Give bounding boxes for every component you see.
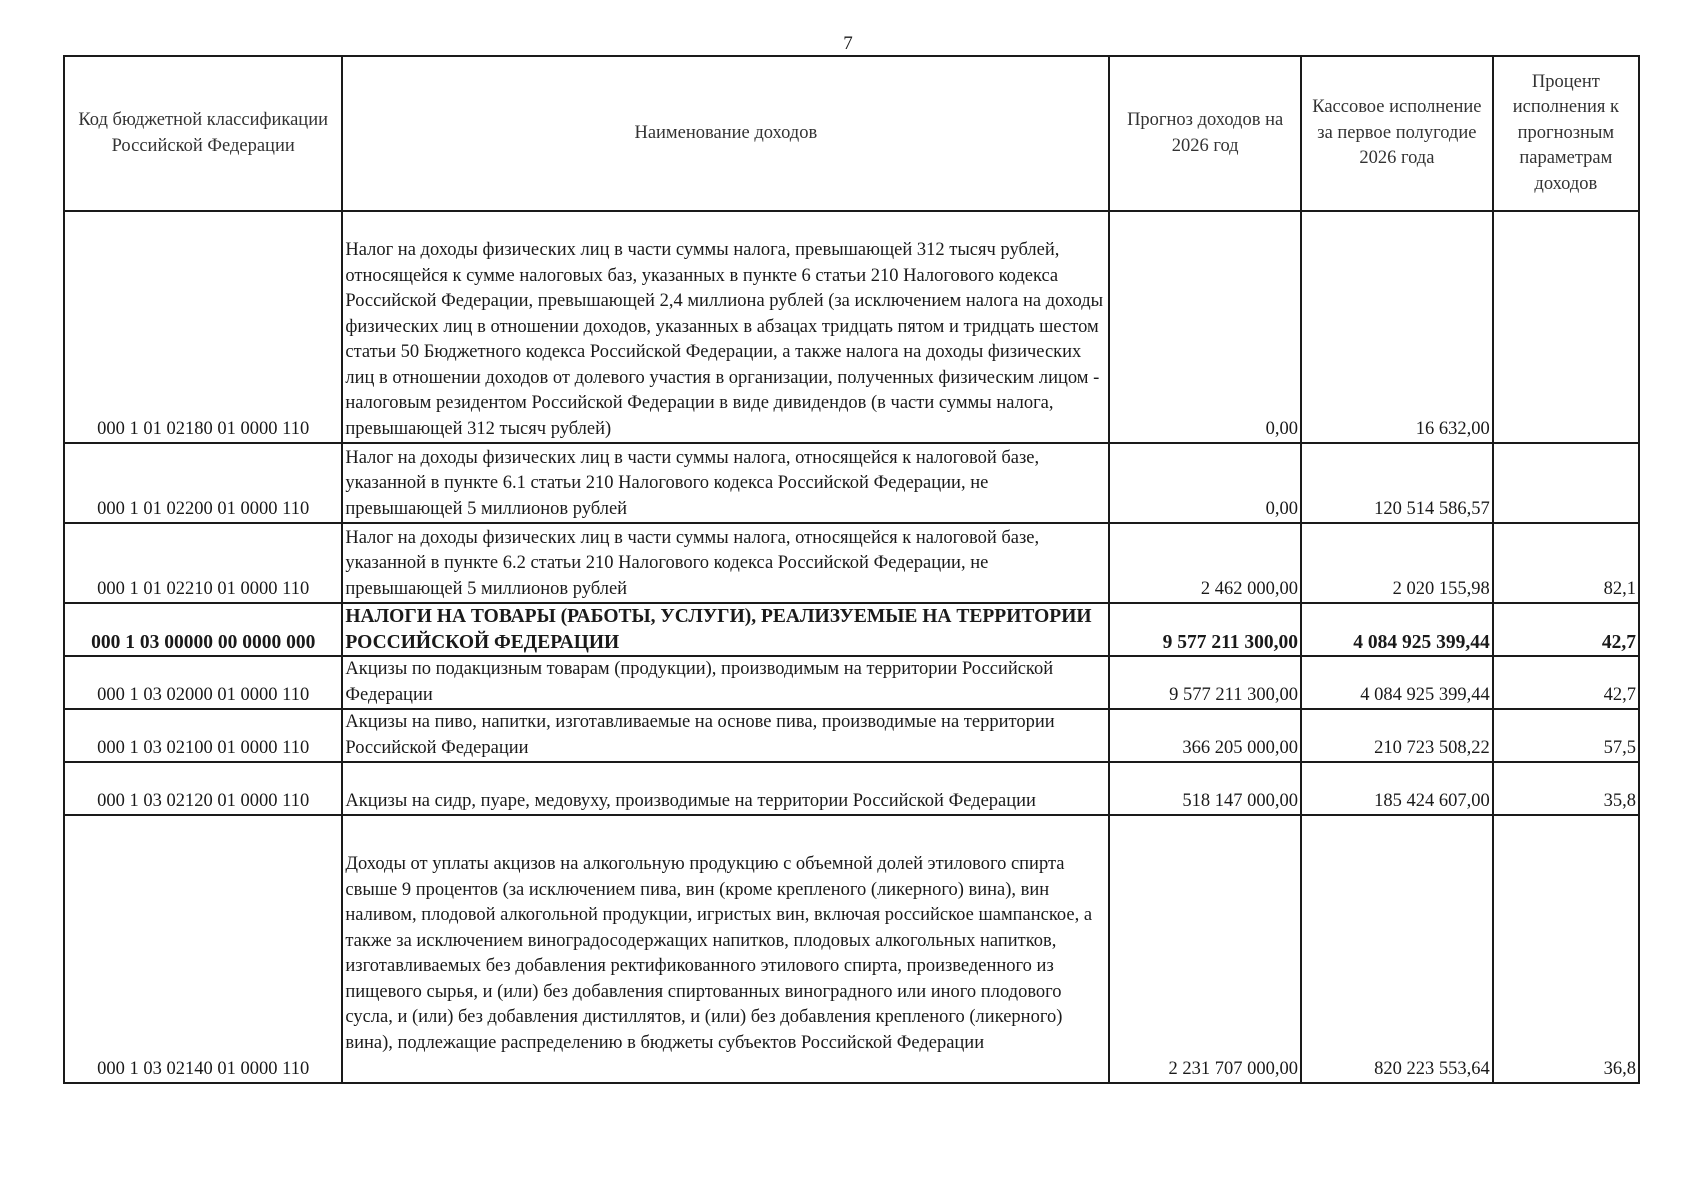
table-header-row (64, 56, 1639, 211)
row-percent: 42,7 (1493, 656, 1639, 709)
row-code: 000 1 03 00000 00 0000 000 (64, 603, 342, 656)
row-execution: 120 514 586,57 (1301, 443, 1493, 523)
row-percent (1493, 443, 1639, 523)
row-forecast: 0,00 (1109, 443, 1301, 523)
table-row (64, 815, 1639, 1083)
row-name: Акцизы на сидр, пуаре, медовуху, производимые на территории Российской Федерации (342, 762, 1109, 815)
row-code: 000 1 03 02120 01 0000 110 (64, 762, 342, 815)
row-code: 000 1 03 02000 01 0000 110 (64, 656, 342, 709)
table-row (64, 762, 1639, 815)
row-name: Доходы от уплаты акцизов на алкогольную продукцию с объемной долей этилового спирта свыше 9 процентов (за исключением пива, вин (кроме крепленого (ликерного) вина), вин наливом, плодовой алкогольной продукции, игристых вин, включая российское шампанское, а также за исключением виноградосодержащих напитков, плодовых алкогольных напитков, изготавливаемых без добавления ректификованного этилового спирта, произведенного из пищевого сырья, и (или) без добавления спиртованных виноградного или иного плодового сусла, и (или) без добавления дистиллятов, и (или) без добавления крепленого (ликерного) вина), подлежащие распределению в бюджеты субъектов Российской Федерации (342, 815, 1109, 1083)
row-name: Акцизы на пиво, напитки, изготавливаемые на основе пива, производимые на территории Российской Федерации (342, 709, 1109, 762)
header-forecast: Прогноз доходов на 2026 год (1109, 56, 1301, 211)
row-execution: 16 632,00 (1301, 211, 1493, 443)
row-forecast: 2 462 000,00 (1109, 523, 1301, 603)
row-execution: 820 223 553,64 (1301, 815, 1493, 1083)
table-row (64, 603, 1639, 656)
table-row (64, 709, 1639, 762)
row-forecast: 9 577 211 300,00 (1109, 656, 1301, 709)
row-execution: 4 084 925 399,44 (1301, 656, 1493, 709)
header-percent: Процент исполнения к прогнозным параметрам доходов (1493, 56, 1639, 211)
row-forecast: 366 205 000,00 (1109, 709, 1301, 762)
revenue-table (63, 55, 1640, 1084)
row-percent: 35,8 (1493, 762, 1639, 815)
row-execution: 2 020 155,98 (1301, 523, 1493, 603)
row-percent: 36,8 (1493, 815, 1639, 1083)
row-forecast: 9 577 211 300,00 (1109, 603, 1301, 656)
row-percent: 42,7 (1493, 603, 1639, 656)
row-forecast: 518 147 000,00 (1109, 762, 1301, 815)
row-execution: 210 723 508,22 (1301, 709, 1493, 762)
header-code: Код бюджетной классификации Российской Федерации (64, 56, 342, 211)
row-execution: 4 084 925 399,44 (1301, 603, 1493, 656)
row-name: Налог на доходы физических лиц в части суммы налога, относящейся к налоговой базе, указанной в пункте 6.2 статьи 210 Налогового кодекса Российской Федерации, не превышающей 5 миллионов рублей (342, 523, 1109, 603)
row-name: Акцизы по подакцизным товарам (продукции), производимым на территории Российской Федерации (342, 656, 1109, 709)
row-code: 000 1 01 02200 01 0000 110 (64, 443, 342, 523)
table-row (64, 443, 1639, 523)
row-forecast: 2 231 707 000,00 (1109, 815, 1301, 1083)
page-number: 7 (843, 33, 853, 54)
row-code: 000 1 03 02100 01 0000 110 (64, 709, 342, 762)
table-row (64, 523, 1639, 603)
header-execution: Кассовое исполнение за первое полугодие 2026 года (1301, 56, 1493, 211)
row-code: 000 1 01 02210 01 0000 110 (64, 523, 342, 603)
row-percent: 57,5 (1493, 709, 1639, 762)
row-name: Налог на доходы физических лиц в части суммы налога, относящейся к налоговой базе, указанной в пункте 6.1 статьи 210 Налогового кодекса Российской Федерации, не превышающей 5 миллионов рублей (342, 443, 1109, 523)
row-percent (1493, 211, 1639, 443)
table-row (64, 211, 1639, 443)
row-percent: 82,1 (1493, 523, 1639, 603)
row-name: Налог на доходы физических лиц в части суммы налога, превышающей 312 тысяч рублей, относящейся к сумме налоговых баз, указанных в пункте 6 статьи 210 Налогового кодекса Российской Федерации, превышающей 2,4 миллиона рублей (за исключением налога на доходы физических лиц в отношении доходов, указанных в абзацах тридцать пятом и тридцать шестом статьи 50 Бюджетного кодекса Российской Федерации, а также налога на доходы физических лиц в отношении доходов от долевого участия в организации, полученных физическим лицом - налоговым резидентом Российской Федерации в виде дивидендов (в части суммы налога, превышающей 312 тысяч рублей) (342, 211, 1109, 443)
header-name: Наименование доходов (342, 56, 1109, 211)
table-row (64, 656, 1639, 709)
row-code: 000 1 03 02140 01 0000 110 (64, 815, 342, 1083)
row-forecast: 0,00 (1109, 211, 1301, 443)
row-name: НАЛОГИ НА ТОВАРЫ (РАБОТЫ, УСЛУГИ), РЕАЛИЗУЕМЫЕ НА ТЕРРИТОРИИ РОССИЙСКОЙ ФЕДЕРАЦИИ (342, 603, 1109, 656)
row-code: 000 1 01 02180 01 0000 110 (64, 211, 342, 443)
row-execution: 185 424 607,00 (1301, 762, 1493, 815)
